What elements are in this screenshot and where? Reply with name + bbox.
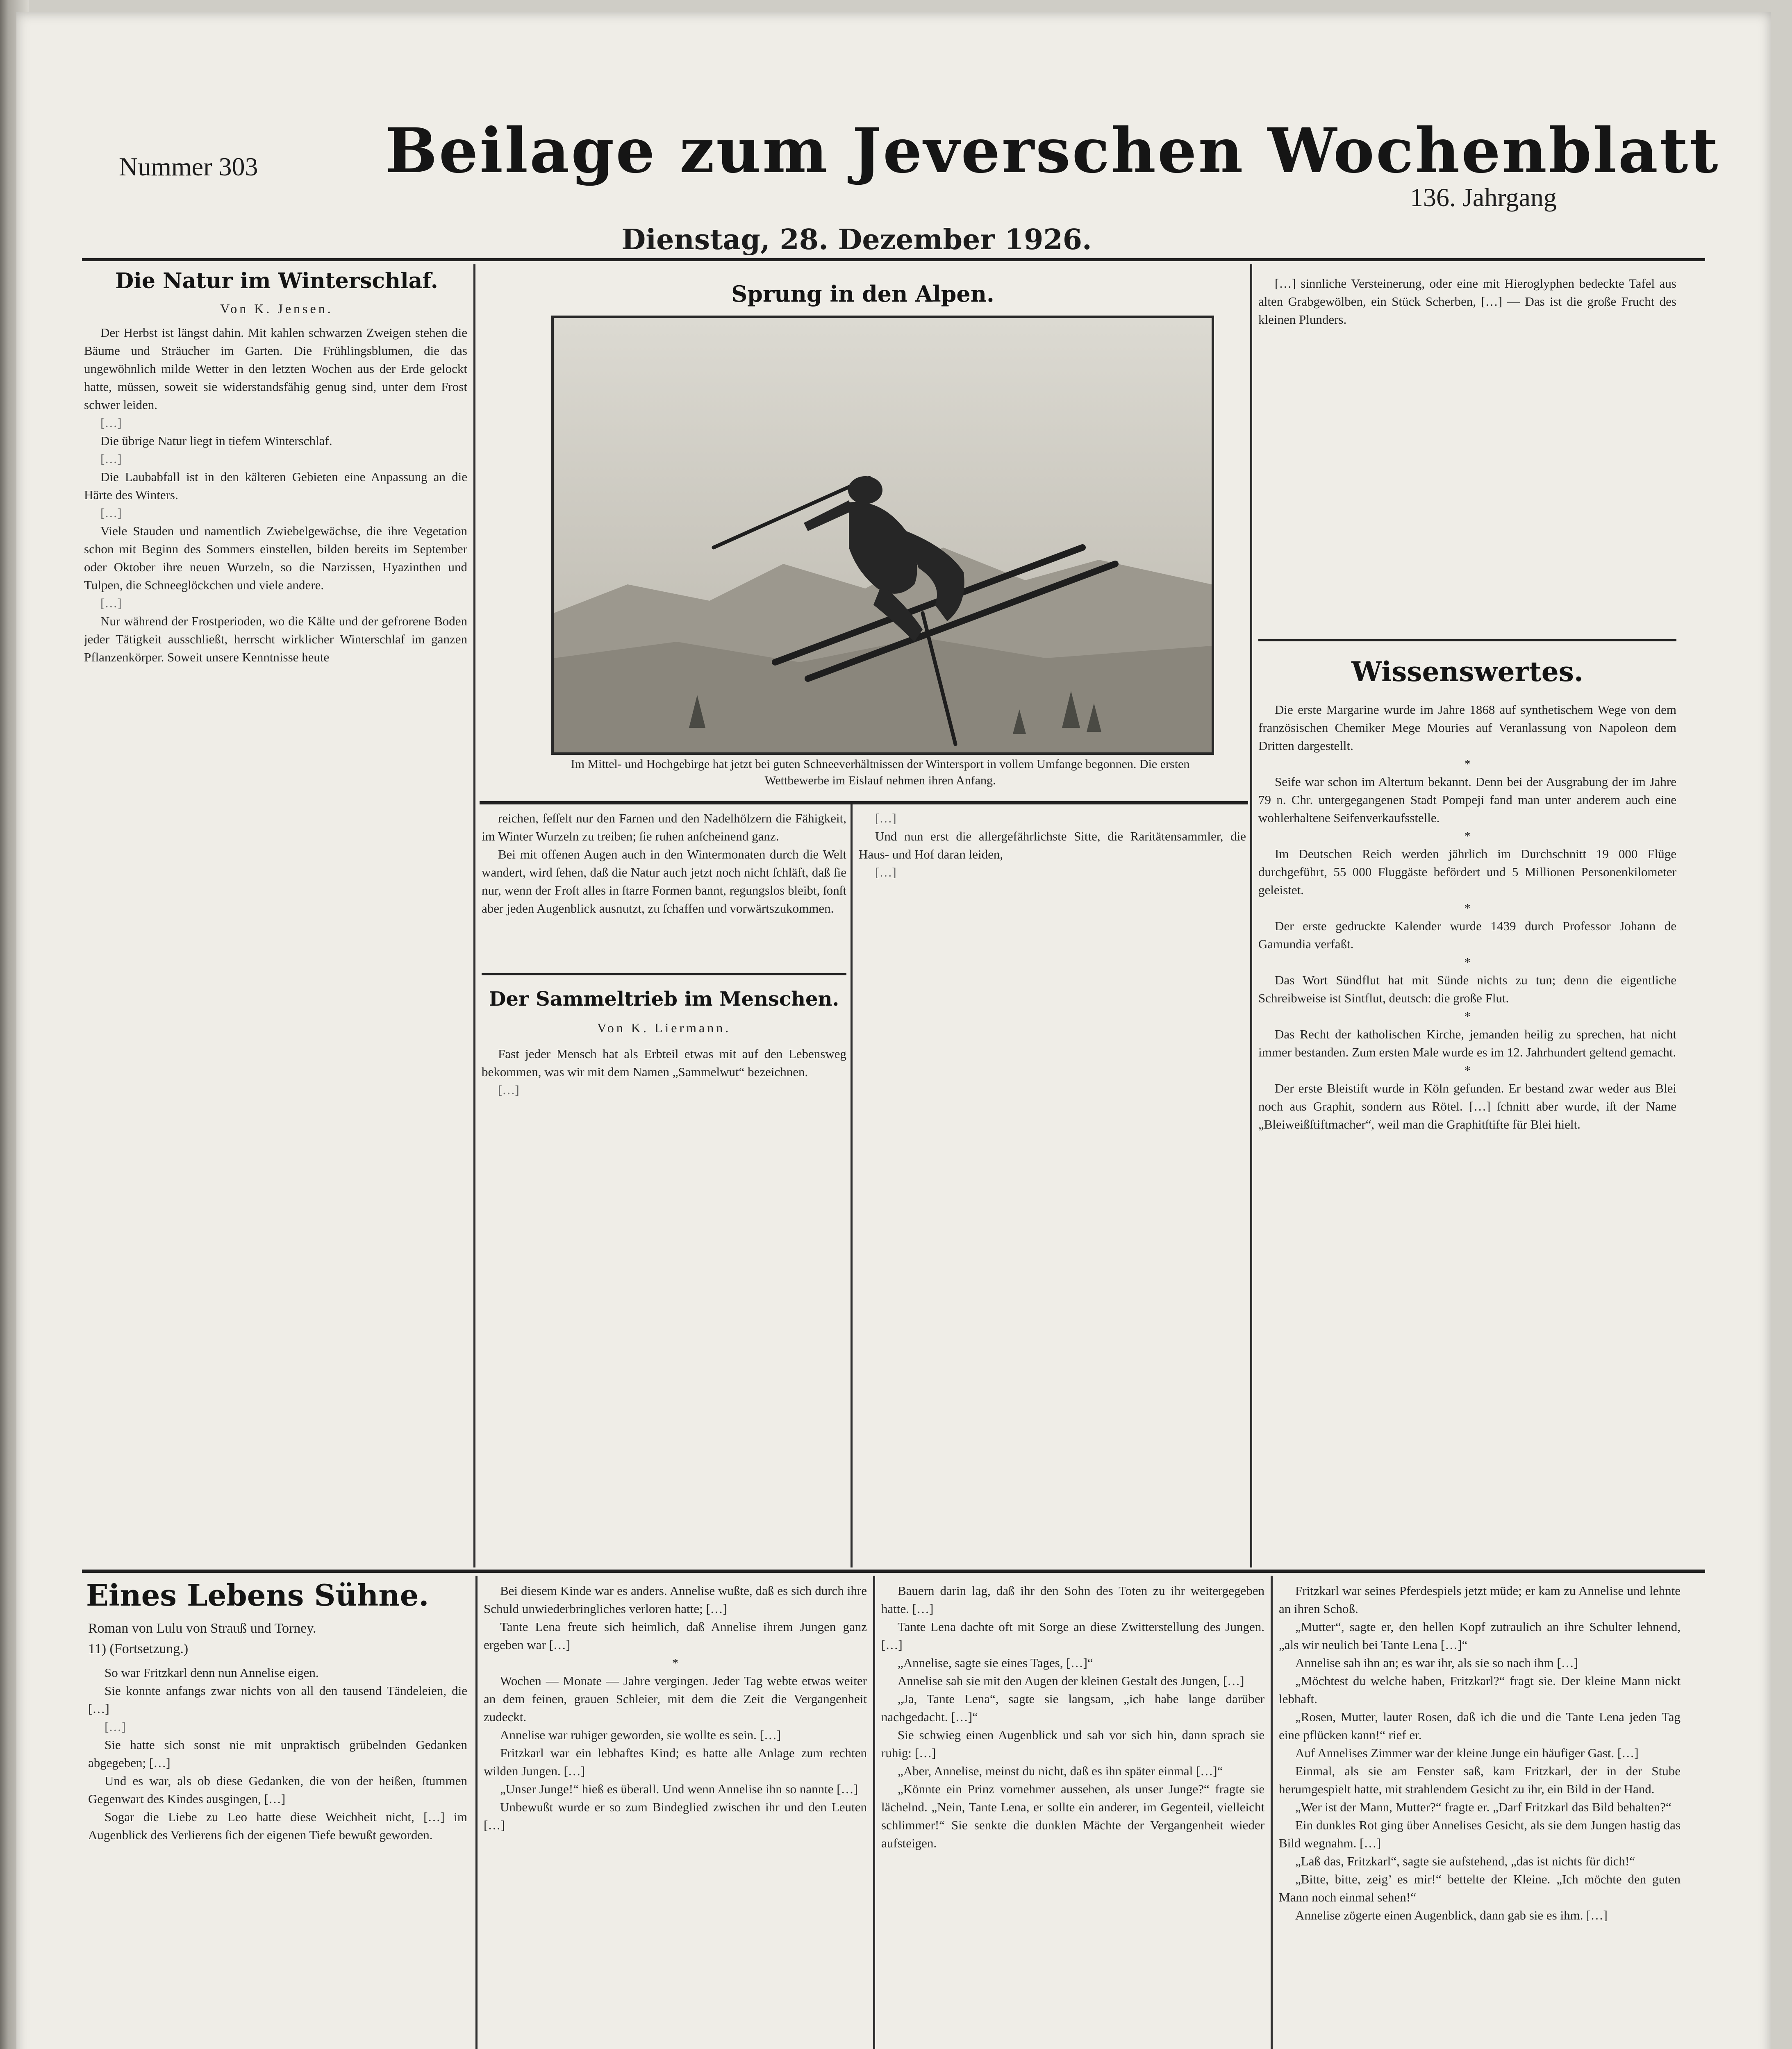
article-continuation-natur xyxy=(482,809,846,965)
paragraph: „Annelise, sagte sie eines Tages, […]“ xyxy=(898,1656,1093,1670)
paragraph: Unbewußt wurde er so zum Bindeglied zwischen ihr und den Leuten […] xyxy=(484,1800,867,1832)
paragraph: Wochen — Monate — Jahre vergingen. Jeder Tag webte etwas weiter an dem feinen, grauen Schleier, mit dem die Zeit die Vergangenheit zudeckt. xyxy=(484,1674,867,1724)
section-rule xyxy=(482,973,846,975)
paragraph: Sie konnte anfangs zwar nichts von all den tausend Tändeleien, die […] xyxy=(88,1683,467,1716)
photo-title: Sprung in den Alpen. xyxy=(731,281,994,307)
wissen-item: Seife war schon im Altertum bekannt. Denn bei der Ausgrabung der im Jahre 79 n. Chr. untergegangenen Stadt Pompeji fand man unter anderem auch eine wohlerhaltene Seifenverkaufsstelle. xyxy=(1258,775,1676,825)
paragraph: Und nun erst die allergefährlichste Sitte, die Raritätensammler, die Haus- und Hof daran leiden, xyxy=(859,829,1246,861)
paragraph: „Könnte ein Prinz vornehmer aussehen, als unser Junge?“ fragte sie lächelnd. „Nein, Tante Lena, er sollte ein anderer, im Gegenteil, vielleicht schlimmer!“ Sie senkte die dunklen Mächte der Vergangenheit wieder aufsteigen. xyxy=(881,1782,1264,1850)
paragraph: „Wer ist der Mann, Mutter?“ fragte er. „Darf Fritzkarl das Bild behalten?“ xyxy=(1295,1800,1671,1814)
wissen-item: Die erste Margarine wurde im Jahre 1868 auf synthetischem Wege von dem französischen Chemiker Mege Mouries auf Veranlassung von Napoleon dem Dritten dargestellt. xyxy=(1258,702,1676,753)
paragraph: reichen, feſſelt nur den Farnen und den Nadelhölzern die Fähigkeit, im Winter Wurzeln zu treiben; ſie ruhen anſcheinend ganz. xyxy=(482,811,846,843)
separator-star: * xyxy=(672,1656,679,1670)
paragraph: Bauern darin lag, daß ihr den Sohn des Toten zu ihr weitergegeben hatte. […] xyxy=(881,1583,1264,1616)
paragraph: Annelise sah sie mit den Augen der kleinen Gestalt des Jungen, […] xyxy=(898,1674,1244,1688)
issue-date: Dienstag, 28. Dezember 1926. xyxy=(621,223,1092,256)
serial-sequel-number: 11) (Fortsetzung.) xyxy=(88,1641,189,1656)
paragraph: Sogar die Liebe zu Leo hatte diese Weichheit nicht, […] im Augenblick des Verlierens ſich der eigenen Tiefe bewußt geworden. xyxy=(88,1810,467,1842)
paragraph: Annelise sah ihn an; es war ihr, als sie so nach ihm […] xyxy=(1295,1656,1578,1670)
paragraph: So war Fritzkarl denn nun Annelise eigen. xyxy=(105,1665,319,1680)
paragraph: Viele Stauden und namentlich Zwiebelgewächse, die ihre Vegetation schon mit Beginn des Sommers einstellen, bilden bereits im September oder Oktober ihre neuen Wurzeln, so die Narzissen, Hyazinthen und Tulpen, die Schneeglöckchen und viele andere. xyxy=(84,524,467,592)
article-body-sammeltrieb xyxy=(482,1045,846,1561)
wissen-item: Der erste gedruckte Kalender wurde 1439 durch Professor Johann de Gamundia verfaßt. xyxy=(1258,919,1676,951)
issue-number: Nummer 303 xyxy=(119,152,258,181)
column-divider xyxy=(1271,1576,1273,2049)
paragraph: Der Herbst ist längst dahin. Mit kahlen schwarzen Zweigen stehen die Bäume und Sträucher im Garten. Die Frühlingsblumen, die das ungewöhnlich milde Wetter in den letzten Wochen aus der Erde gelockt hatte, müssen, soweit sie widerstandsfähig genug sind, unter dem Frost schwer leiden. xyxy=(84,325,467,412)
illegible-passage: […] xyxy=(875,865,896,879)
paragraph: Nur während der Frostperioden, wo die Kälte und der gefrorene Boden jeder Tätigkeit ausschließt, herrscht wirklicher Winterschlaf im ganzen Pflanzenkörper. Soweit unsere Kenntnisse heute xyxy=(84,614,467,664)
ski-jump-photo xyxy=(551,316,1214,755)
illegible-passage: […] xyxy=(105,1720,126,1734)
illegible-passage: […] xyxy=(100,416,122,430)
photo-rule xyxy=(480,801,1248,804)
illegible-passage: […] xyxy=(875,811,896,825)
wissen-item: Im Deutschen Reich werden jährlich im Durchschnitt 19 000 Flüge durchgeführt, 55 000 Fluggäste befördert und 5 Millionen Personenkilometer geleistet. xyxy=(1258,847,1676,897)
illegible-passage: […] xyxy=(100,506,122,520)
separator-star: * xyxy=(1464,901,1471,915)
paragraph: Sie hatte sich sonst nie mit unpraktisch grübelnden Gedanken abgegeben; […] xyxy=(88,1738,467,1770)
paragraph: Auf Annelises Zimmer war der kleine Junge ein häufiger Gast. […] xyxy=(1295,1746,1639,1760)
illegible-passage: […] xyxy=(100,452,122,466)
wissen-item: Das Wort Sündflut hat mit Sünde nichts zu tun; denn die eigentliche Schreibweise ist Sintflut, deutsch: die große Flut. xyxy=(1258,973,1676,1005)
paragraph: Einmal, als sie am Fenster saß, kam Fritzkarl, der in der Stube herumgespielt hatte, mit strahlendem Gesicht zu ihr, ein Bild in der Hand. xyxy=(1279,1764,1681,1796)
serial-column-4 xyxy=(1279,1582,1681,2049)
section-rule xyxy=(1258,639,1676,641)
paragraph: „Aber, Annelise, meinst du nicht, daß es ihn später einmal […]“ xyxy=(898,1764,1223,1778)
newspaper-title: Beilage zum Jeverschen Wochenblatt xyxy=(385,115,1720,187)
article-body-sammeltrieb-cont xyxy=(859,809,1246,1561)
serial-rule xyxy=(82,1570,1705,1573)
photo-caption: Im Mittel- und Hochgebirge hat jetzt bei guten Schneeverhältnissen der Wintersport in vollem Umfange begonnen. Die ersten Wettbewerbe im Eislauf nehmen ihren Anfang. xyxy=(571,757,1190,787)
article-byline-sammeltrieb: Von K. Liermann. xyxy=(597,1020,731,1035)
separator-star: * xyxy=(1464,1009,1471,1023)
paragraph: […] sinnliche Versteinerung, oder eine mit Hieroglyphen bedeckte Tafel aus alten Grabgewölben, ein Stück Scherben, […] — Das ist die große Frucht des kleinen Plunders. xyxy=(1258,276,1676,327)
paragraph: Die übrige Natur liegt in tiefem Winterschlaf. xyxy=(100,434,332,448)
illegible-passage: […] xyxy=(100,596,122,610)
column-divider xyxy=(1250,264,1252,1567)
paragraph: „Rosen, Mutter, lauter Rosen, daß ich die und die Tante Lena jeden Tag eine pflücken kann!“ rief er. xyxy=(1279,1710,1681,1742)
masthead-rule xyxy=(82,258,1705,261)
separator-star: * xyxy=(1464,955,1471,969)
paragraph: Bei diesem Kinde war es anders. Annelise wußte, daß es sich durch ihre Schuld unwiederbringliches verloren hatte; […] xyxy=(484,1583,867,1616)
paragraph: Tante Lena dachte oft mit Sorge an diese Zwitterstellung des Jungen. […] xyxy=(881,1620,1264,1652)
column-divider xyxy=(475,1576,478,2049)
illegible-passage: […] xyxy=(498,1083,519,1097)
serial-byline: Roman von Lulu von Strauß und Torney. xyxy=(88,1621,316,1636)
paragraph: Ein dunkles Rot ging über Annelises Gesicht, als sie dem Jungen hastig das Bild wegnahm. […] xyxy=(1279,1818,1681,1850)
ski-jumper-illustration xyxy=(554,318,1212,752)
paragraph: „Ja, Tante Lena“, sagte sie langsam, „ich habe lange darüber nachgedacht. […]“ xyxy=(881,1692,1264,1724)
article-byline-natur: Von K. Jensen. xyxy=(220,301,333,316)
paragraph: „Mutter“, sagte er, den hellen Kopf zutraulich an ihre Schulter lehnend, „als wir neulich bei Tante Lena […]“ xyxy=(1279,1620,1681,1652)
volume-label: 136. Jahrgang xyxy=(1410,183,1557,212)
paragraph: Tante Lena freute sich heimlich, daß Annelise ihrem Jungen ganz ergeben war […] xyxy=(484,1620,867,1652)
paragraph: „Unser Junge!“ hieß es überall. Und wenn Annelise ihn so nannte […] xyxy=(500,1782,858,1796)
separator-star: * xyxy=(1464,756,1471,771)
article-body-natur xyxy=(84,324,467,1561)
paragraph: Die Laubabfall ist in den kälteren Gebieten eine Anpassung an die Härte des Winters. xyxy=(84,470,467,502)
paragraph: Bei mit offenen Augen auch in den Wintermonaten durch die Welt wandert, wird ſehen, daß die Natur auch jetzt noch nicht ſchläft, daß ſie nur, wenn der Froſt alles in ſtarre Formen bannt, regungslos bleibt, ſonſt aber jeden Augenblick ausnutzt, zu ſchaffen und vorwärtszukommen. xyxy=(482,847,846,915)
wissen-item: Das Recht der katholischen Kirche, jemanden heilig zu sprechen, hat nicht immer bestanden. Zum ersten Male wurde es im 12. Jahrhundert geltend gemacht. xyxy=(1258,1027,1676,1059)
newspaper-page xyxy=(16,12,1771,2049)
separator-star: * xyxy=(1464,829,1471,843)
article-end-sammeltrieb xyxy=(1258,275,1676,627)
serial-title: Eines Lebens Sühne. xyxy=(86,1578,429,1613)
paragraph: Sie schwieg einen Augenblick und sah vor sich hin, dann sprach sie ruhig: […] xyxy=(881,1728,1264,1760)
paragraph: „Laß das, Fritzkarl“, sagte sie aufstehend, „das ist nichts für dich!“ xyxy=(1295,1854,1635,1868)
article-title-wissenswertes: Wissenswertes. xyxy=(1351,656,1583,688)
article-title-sammeltrieb: Der Sammeltrieb im Menschen. xyxy=(489,988,839,1011)
column-divider xyxy=(873,1576,875,2049)
paragraph: Fast jeder Mensch hat als Erbteil etwas mit auf den Lebensweg bekommen, was wir mit dem Namen „Sammelwut“ bezeichnen. xyxy=(482,1047,846,1079)
column-divider xyxy=(851,803,853,1567)
paragraph: „Bitte, bitte, zeig’ es mir!“ bettelte der Kleine. „Ich möchte den guten Mann noch einmal sehen!“ xyxy=(1279,1872,1681,1904)
paragraph: Und es war, als ob diese Gedanken, die von der heißen, ſtummen Gegenwart des Kindes ausgingen, […] xyxy=(88,1774,467,1806)
paragraph: Fritzkarl war ein lebhaftes Kind; es hatte alle Anlage zum rechten wilden Jungen. […] xyxy=(484,1746,867,1778)
wissen-item: Der erste Bleistift wurde in Köln gefunden. Er bestand zwar weder aus Blei noch aus Graphit, sondern aus Rötel. […] ſchnitt aber wurde, iſt der Name „Bleiweißſtiftmacher“, weil man die Graphitſtifte für Blei hielt. xyxy=(1258,1081,1676,1131)
article-body-wissenswertes xyxy=(1258,701,1676,1561)
serial-column-3 xyxy=(881,1582,1264,2049)
paragraph: Annelise war ruhiger geworden, sie wollte es sein. […] xyxy=(500,1728,781,1742)
column-divider xyxy=(473,264,475,1567)
article-title-natur: Die Natur im Winterschlaf. xyxy=(115,268,438,293)
paragraph: Fritzkarl war seines Pferdespiels jetzt müde; er kam zu Annelise und lehnte an ihren Schoß. xyxy=(1279,1583,1681,1616)
paragraph: „Möchtest du welche haben, Fritzkarl?“ fragt sie. Der kleine Mann nickt lebhaft. xyxy=(1279,1674,1681,1706)
paragraph: Annelise zögerte einen Augenblick, dann gab sie es ihm. […] xyxy=(1295,1908,1608,1922)
serial-column-2 xyxy=(484,1582,867,2049)
separator-star: * xyxy=(1464,1063,1471,1077)
serial-column-1 xyxy=(88,1664,467,2049)
